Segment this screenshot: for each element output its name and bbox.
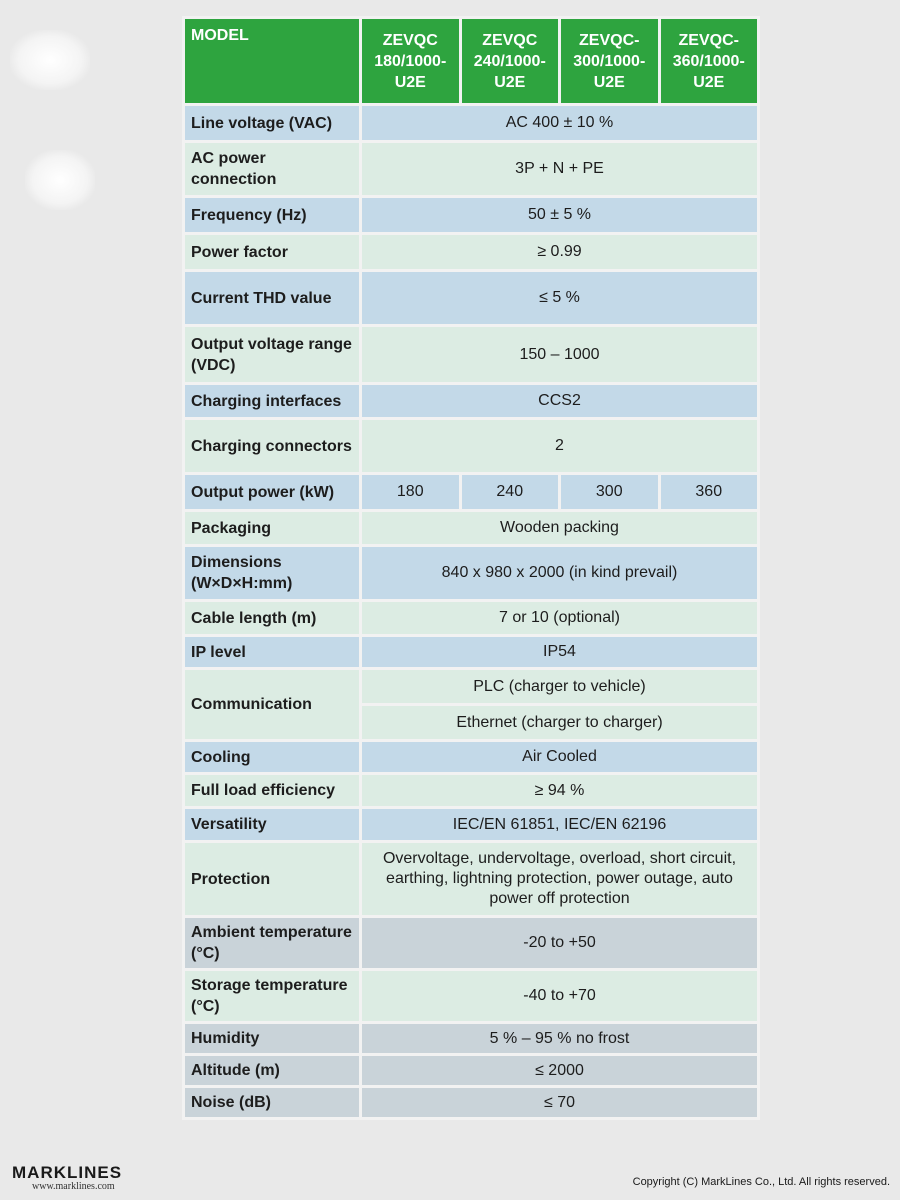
spec-row-protection (185, 843, 757, 915)
spec-label: Output power (kW) (185, 475, 359, 509)
spec-row-versatility (185, 809, 757, 840)
spec-value: 240 (462, 475, 559, 509)
spec-row-storage-temp (185, 971, 757, 1021)
model-name: ZEVQC-300/1000-U2E (561, 19, 658, 103)
spec-row-communication (185, 670, 757, 703)
spec-label: Charging connectors (185, 420, 359, 472)
spec-label: Output voltage range (VDC) (185, 327, 359, 382)
spec-value: 180 (362, 475, 459, 509)
spec-value: 360 (661, 475, 758, 509)
logo-url: www.marklines.com (32, 1181, 115, 1192)
spec-row-ip-level (185, 637, 757, 667)
logo-text: MARKLINES (12, 1163, 123, 1182)
spec-row-charging-interfaces (185, 385, 757, 417)
spec-row-cable-length (185, 602, 757, 634)
spec-label: Storage temperature (°C) (185, 971, 359, 1021)
spec-label: Packaging (185, 512, 359, 544)
spec-value: CCS2 (362, 385, 757, 417)
spec-row-noise (185, 1088, 757, 1117)
spec-value: Ethernet (charger to charger) (362, 706, 757, 739)
spec-value: 50 ± 5 % (362, 198, 757, 232)
spec-value: -40 to +70 (362, 971, 757, 1021)
spec-table (182, 16, 760, 1120)
spec-value: AC 400 ± 10 % (362, 106, 757, 140)
spec-value: PLC (charger to vehicle) (362, 670, 757, 703)
spec-row-output-power (185, 475, 757, 509)
screen-glare (25, 150, 95, 210)
spec-row-power-factor (185, 235, 757, 269)
spec-label: Humidity (185, 1024, 359, 1053)
header-row (185, 19, 757, 103)
spec-label: Full load efficiency (185, 775, 359, 806)
spec-label: Noise (dB) (185, 1088, 359, 1117)
spec-label: Power factor (185, 235, 359, 269)
model-name: ZEVQC 240/1000-U2E (462, 19, 559, 103)
spec-row-current-thd (185, 272, 757, 324)
spec-value: 150 – 1000 (362, 327, 757, 382)
spec-row-efficiency (185, 775, 757, 806)
spec-label: Cable length (m) (185, 602, 359, 634)
spec-label: IP level (185, 637, 359, 667)
spec-value: ≤ 5 % (362, 272, 757, 324)
model-header: MODEL (185, 19, 359, 103)
spec-label: Cooling (185, 742, 359, 772)
spec-value: 3P + N + PE (362, 143, 757, 195)
spec-value: 300 (561, 475, 658, 509)
spec-label: Dimensions (W×D×H:mm) (185, 547, 359, 599)
spec-value: ≤ 2000 (362, 1056, 757, 1085)
spec-label: Charging interfaces (185, 385, 359, 417)
spec-label: Frequency (Hz) (185, 198, 359, 232)
spec-label: Protection (185, 843, 359, 915)
spec-value: 840 x 980 x 2000 (in kind prevail) (362, 547, 757, 599)
spec-row-output-voltage (185, 327, 757, 382)
marklines-logo (12, 1163, 122, 1192)
spec-label: Altitude (m) (185, 1056, 359, 1085)
copyright-notice: Copyright (C) MarkLines Co., Ltd. All rights reserved. (632, 1176, 890, 1188)
spec-row-ac-power (185, 143, 757, 195)
spec-label: Ambient temperature (°C) (185, 918, 359, 968)
spec-row-frequency (185, 198, 757, 232)
model-name: ZEVQC 180/1000-U2E (362, 19, 459, 103)
spec-row-cooling (185, 742, 757, 772)
spec-value: IP54 (362, 637, 757, 667)
spec-row-packaging (185, 512, 757, 544)
spec-label: AC power connection (185, 143, 359, 195)
spec-value: IEC/EN 61851, IEC/EN 62196 (362, 809, 757, 840)
spec-value: 7 or 10 (optional) (362, 602, 757, 634)
spec-value: Overvoltage, undervoltage, overload, short circuit, earthing, lightning protection, power outage, auto power off protection (362, 843, 757, 915)
spec-value: -20 to +50 (362, 918, 757, 968)
spec-value: 5 % – 95 % no frost (362, 1024, 757, 1053)
spec-label: Current THD value (185, 272, 359, 324)
spec-value: Air Cooled (362, 742, 757, 772)
spec-row-altitude (185, 1056, 757, 1085)
spec-label: Line voltage (VAC) (185, 106, 359, 140)
spec-value: 2 (362, 420, 757, 472)
spec-row-charging-connectors (185, 420, 757, 472)
model-name: ZEVQC-360/1000-U2E (661, 19, 758, 103)
spec-row-humidity (185, 1024, 757, 1053)
spec-value: ≤ 70 (362, 1088, 757, 1117)
spec-value: ≥ 0.99 (362, 235, 757, 269)
spec-row-ambient-temp (185, 918, 757, 968)
spec-label: Versatility (185, 809, 359, 840)
spec-row-dimensions (185, 547, 757, 599)
spec-row-line-voltage (185, 106, 757, 140)
spec-value: ≥ 94 % (362, 775, 757, 806)
screen-glare (10, 30, 90, 90)
spec-sheet (182, 16, 760, 1120)
spec-label: Communication (185, 670, 359, 739)
spec-value: Wooden packing (362, 512, 757, 544)
